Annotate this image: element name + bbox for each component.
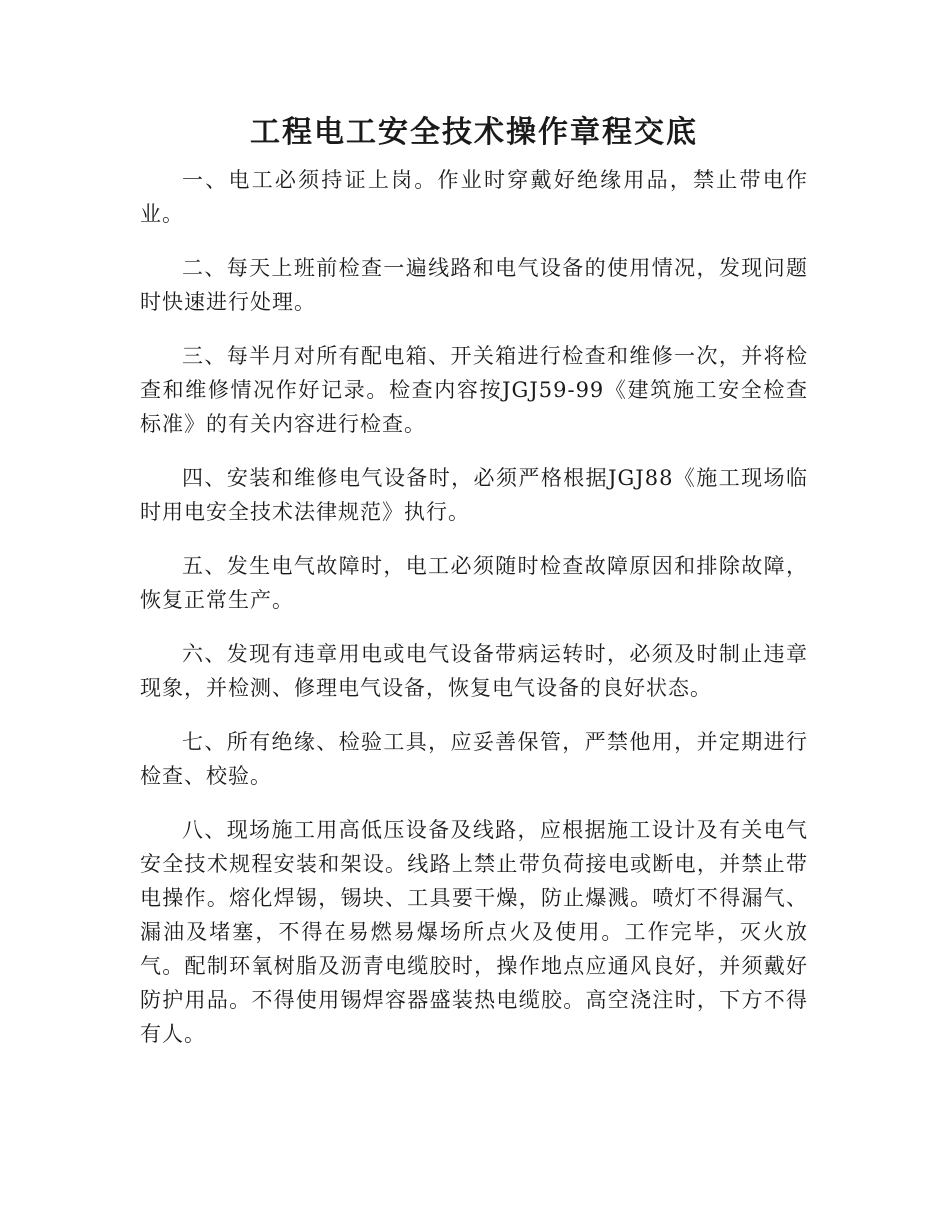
paragraph-5: 五、发生电气故障时，电工必须随时检查故障原因和排除故障，恢复正常生产。 [140, 554, 808, 612]
paragraph-6: 六、发现有违章用电或电气设备带病运转时，必须及时制止违章现象，并检测、修理电气设备，恢复电气设备的良好状态。 [140, 642, 808, 700]
paragraph-2: 二、每天上班前检查一遍线路和电气设备的使用情况，发现问题时快速进行处理。 [140, 256, 808, 314]
paragraph-4: 四、安装和维修电气设备时，必须严格根据JGJ88《施工现场临时用电安全技术法律规范》执行。 [140, 466, 808, 524]
paragraph-7: 七、所有绝缘、检验工具，应妥善保管，严禁他用，并定期进行检查、校验。 [140, 730, 808, 788]
paragraph-3: 三、每半月对所有配电箱、开关箱进行检查和维修一次，并将检查和维修情况作好记录。检查内容按JGJ59-99《建筑施工安全检查标准》的有关内容进行检查。 [140, 344, 808, 436]
paragraph-8: 八、现场施工用高低压设备及线路，应根据施工设计及有关电气安全技术规程安装和架设。线路上禁止带负荷接电或断电，并禁止带电操作。熔化焊锡，锡块、工具要干燥，防止爆溅。喷灯不得漏气、漏油及堵塞，不得在易燃易爆场所点火及使用。工作完毕，灭火放气。配制环氧树脂及沥青电缆胶时，操作地点应通风良好，并须戴好防护用品。不得使用锡焊容器盛装热电缆胶。高空浇注时，下方不得有人。 [140, 818, 808, 1046]
document-title: 工程电工安全技术操作章程交底 [250, 115, 698, 150]
document-body [140, 163, 808, 1051]
paragraph-1: 一、电工必须持证上岗。作业时穿戴好绝缘用品，禁止带电作业。 [140, 168, 808, 226]
document-page [140, 0, 808, 1051]
